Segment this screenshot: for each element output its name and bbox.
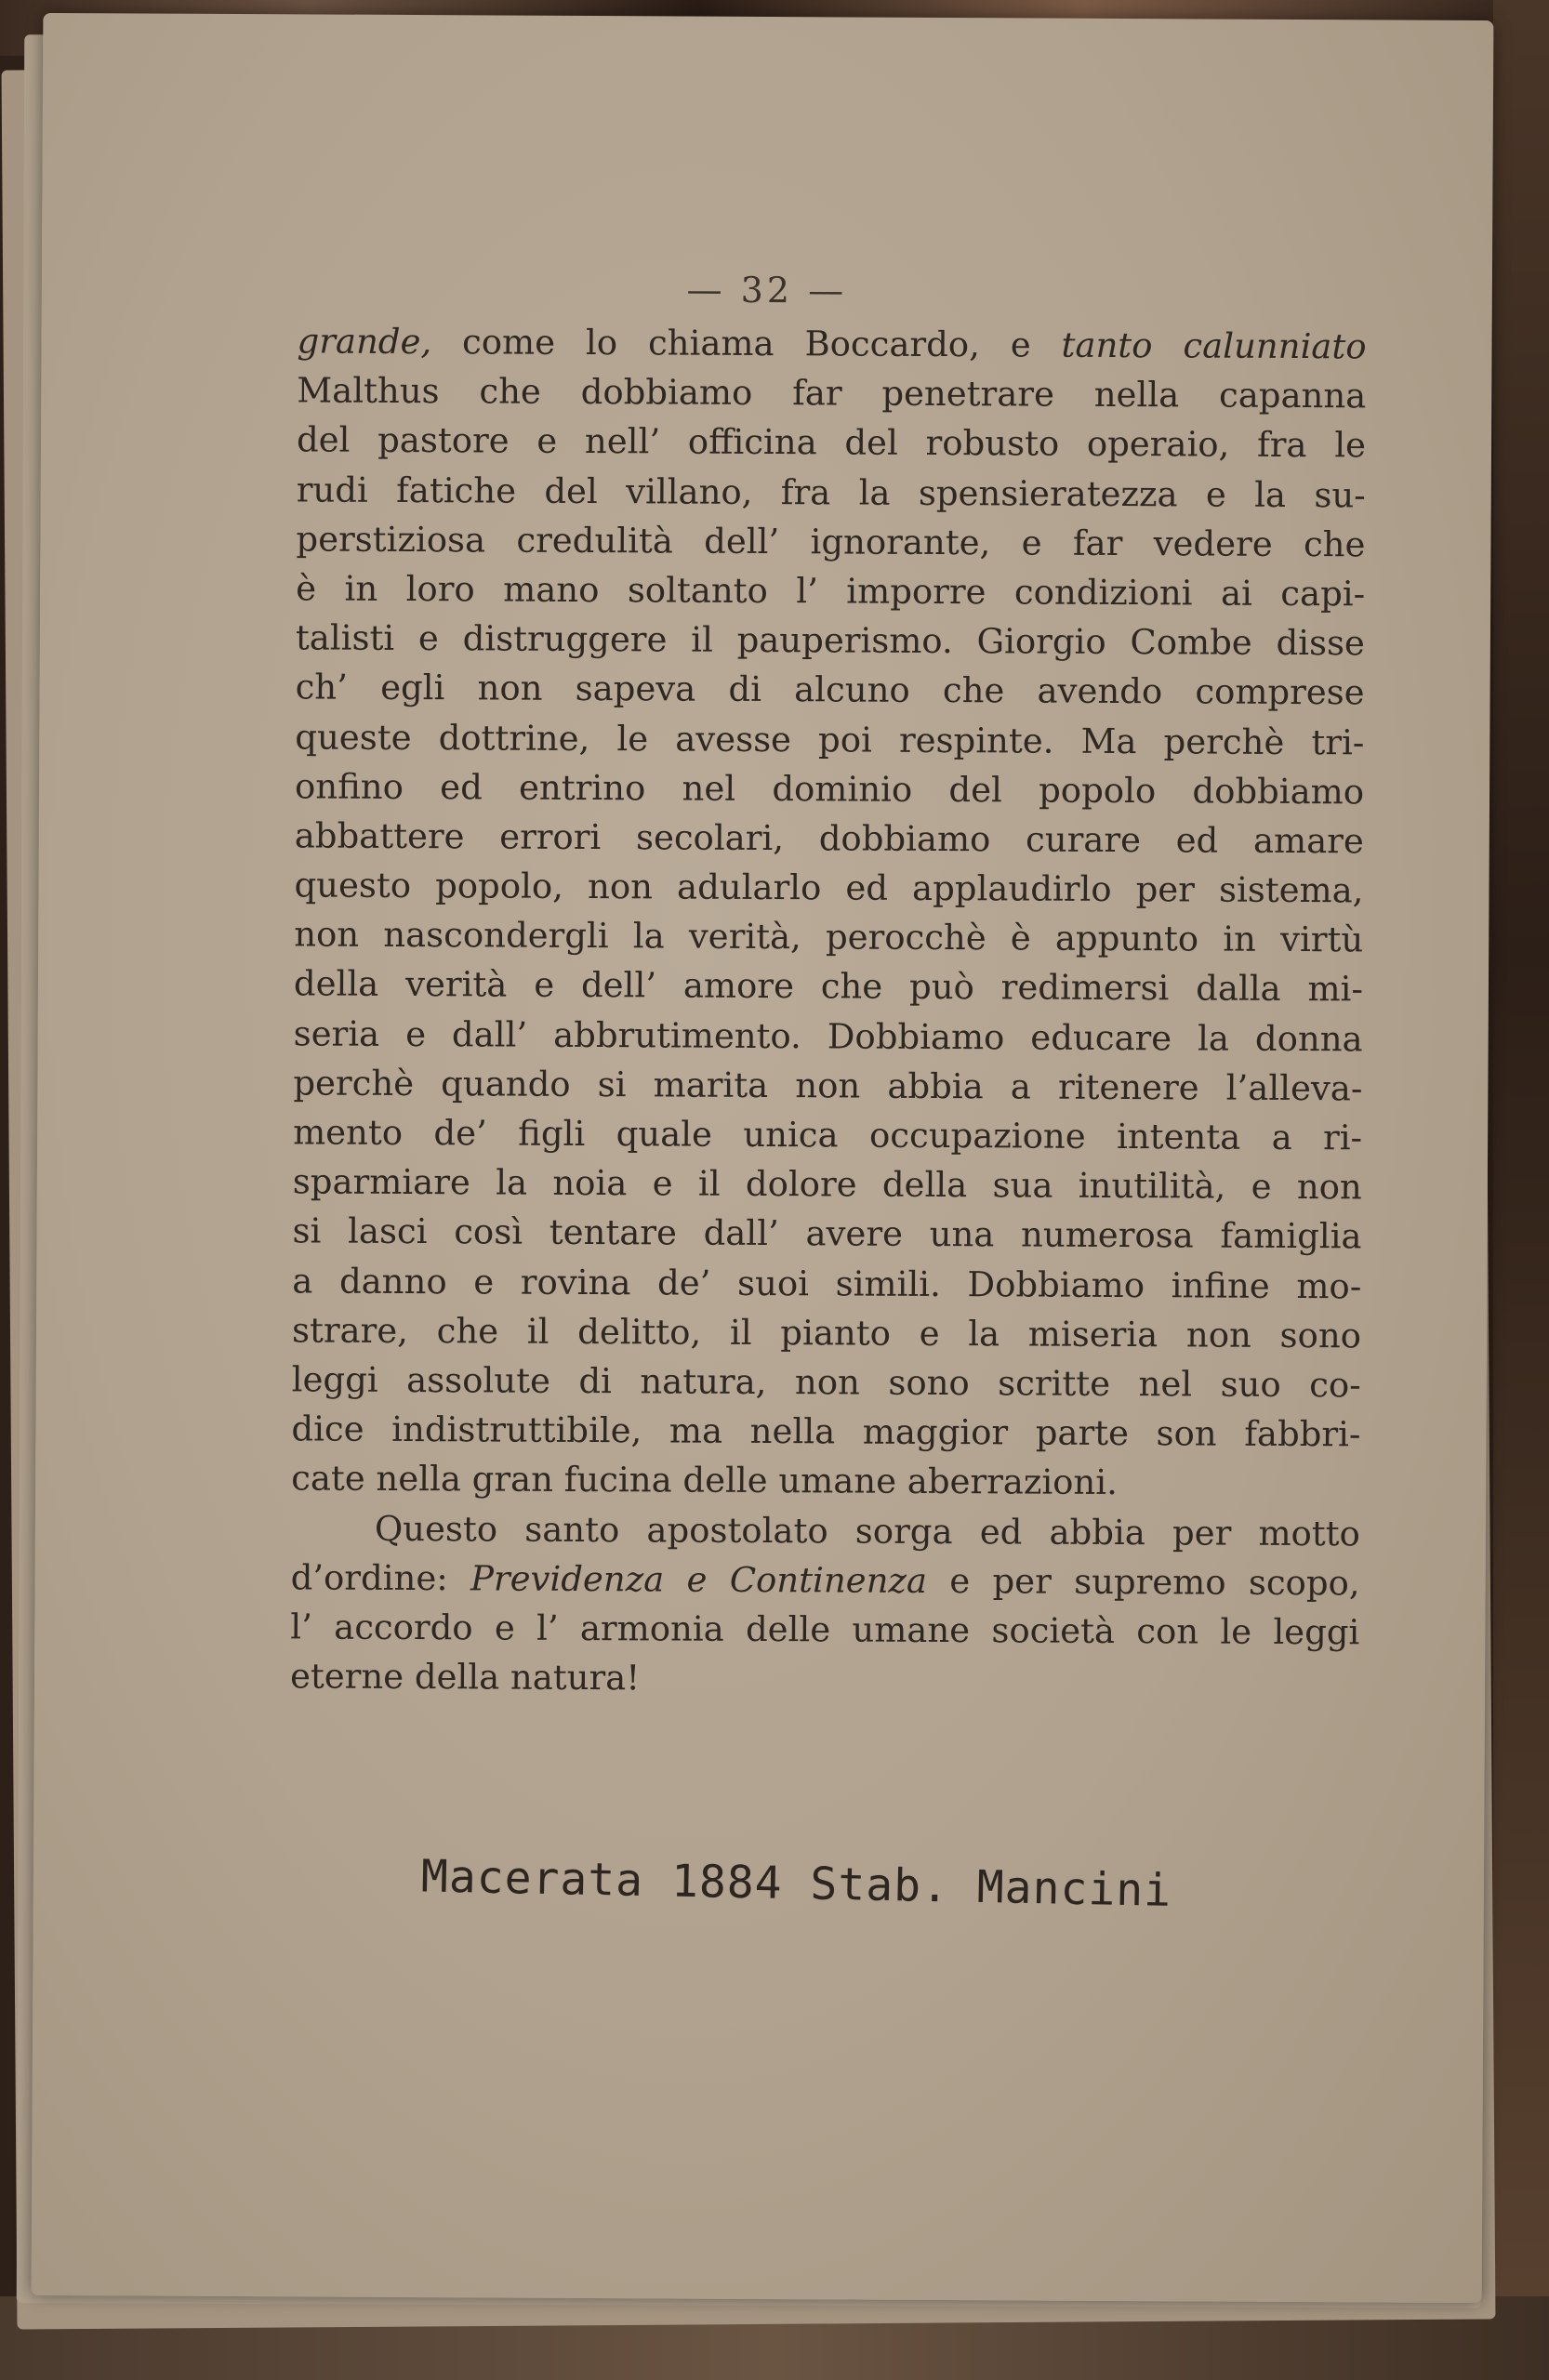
text-fragment: come lo chiama Boccardo, e (431, 322, 1062, 365)
page-number: — 32 — (686, 269, 848, 311)
text-line: dice indistruttibile, ma nella maggior parte son fabbri- (291, 1408, 1361, 1455)
text-line: del pastore e nell’ officina del robusto operaio, fra le (296, 419, 1367, 466)
italic-text: Previdenza e Continenza (470, 1558, 928, 1601)
text-line: non nascondergli la verità, perocchè è appunto in virtù (294, 914, 1364, 960)
text-line: Malthus che dobbiamo far penetrare nella capanna (297, 370, 1367, 416)
printer-imprint: Macerata 1884 Stab. Mancini (420, 1850, 1172, 1917)
text-line: è in loro mano soltanto l’ imporre condizioni ai capi- (296, 568, 1366, 615)
text-line: eterne della natura! (289, 1656, 641, 1699)
text-line: perstiziosa credulità dell’ ignorante, e far vedere che (296, 519, 1366, 565)
text-line (297, 316, 1366, 371)
text-line: mento de’ figli quale unica occupazione intenta a ri- (293, 1112, 1363, 1158)
background-right-edge (1493, 0, 1549, 2380)
text-fragment: e per supremo scopo, (926, 1560, 1360, 1604)
body-text (290, 316, 1367, 1706)
text-line: cate nella gran fucina delle umane aberrazioni. (291, 1458, 1119, 1503)
italic-text: tanto calunniato (1061, 324, 1367, 367)
text-line: rudi fatiche del villano, fra la spensieratezza e la su- (296, 469, 1366, 515)
text-line (290, 1553, 1359, 1607)
text-line: strare, che il delitto, il pianto e la miseria non sono (291, 1310, 1362, 1356)
text-line: abbattere errori secolari, dobbiamo curare ed amare (294, 815, 1364, 862)
text-line: sparmiare la noia e il dolore della sua inutilità, e non (292, 1161, 1362, 1208)
text-line: talisti e distruggere il pauperismo. Giorgio Combe disse (295, 617, 1366, 664)
text-line: onfino ed entrino nel dominio del popolo dobbiamo (294, 766, 1365, 813)
text-line: leggi assolute di natura, non sono scritte nel suo co- (291, 1359, 1361, 1406)
text-line: si lasci così tentare dall’ avere una numerosa famiglia (292, 1210, 1362, 1257)
text-fragment: d’ordine: (290, 1557, 471, 1599)
text-line: della verità e dell’ amore che può redimersi dalla mi- (293, 963, 1364, 1010)
text-line: questo popolo, non adularlo ed applaudirlo per sistema, (294, 865, 1364, 911)
text-line: perchè quando si marita non abbia a ritenere l’alleva- (293, 1063, 1363, 1109)
text-line: a danno e rovina de’ suoi simili. Dobbiamo infine mo- (292, 1260, 1362, 1306)
text-line: queste dottrine, le avesse poi respinte. Ma perchè tri- (295, 716, 1365, 762)
text-line: l’ accordo e l’ armonia delle umane società con le leggi (290, 1606, 1360, 1653)
text-line: seria e dall’ abbrutimento. Dobbiamo educare la donna (293, 1012, 1363, 1060)
italic-text: grande, (297, 321, 432, 363)
text-line: Questo santo apostolato sorga ed abbia per motto (374, 1508, 1361, 1554)
text-line: ch’ egli non sapeva di alcuno che avendo comprese (295, 667, 1365, 713)
book-page (32, 13, 1494, 2303)
